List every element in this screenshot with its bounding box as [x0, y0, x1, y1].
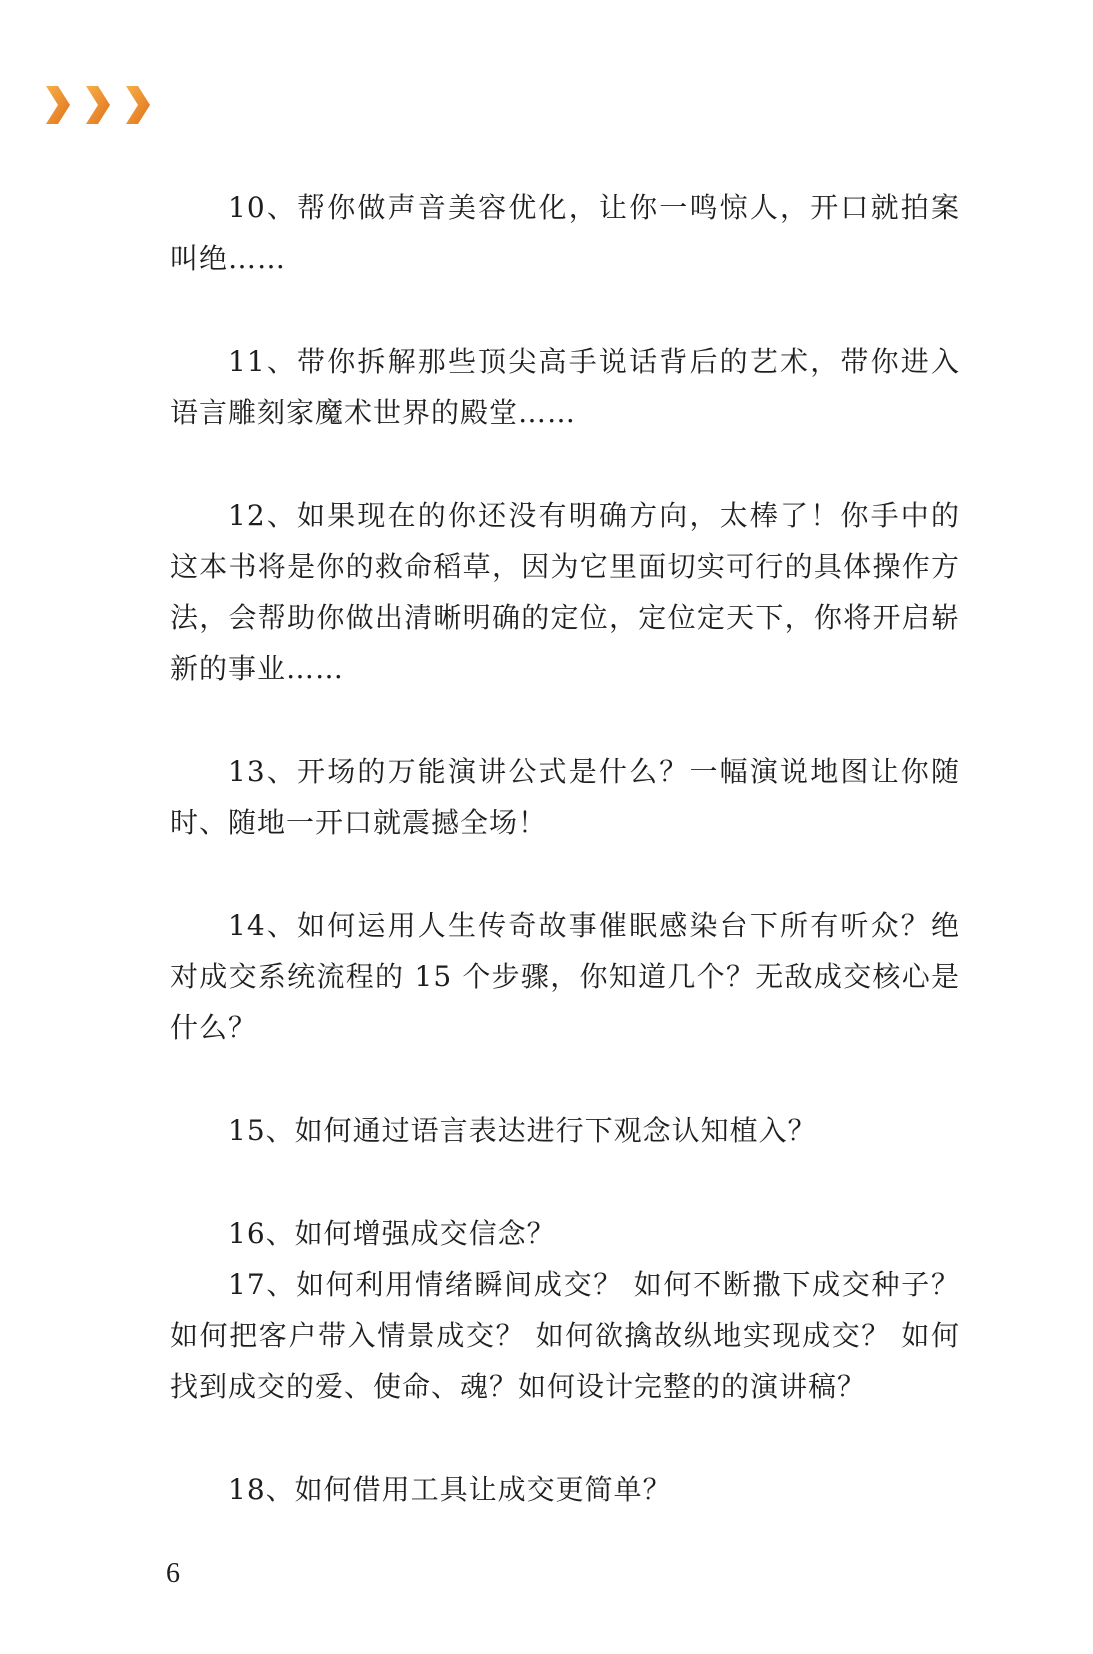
list-item: 10、帮你做声音美容优化，让你一鸣惊人，开口就拍案叫绝……: [170, 191, 960, 275]
chevron-right-icon: [82, 86, 112, 124]
list-item: 12、如果现在的你还没有明确方向，太棒了！你手中的这本书将是你的救命稻草，因为它里面切实可行的具体操作方法，会帮助你做出清晰明确的定位，定位定天下，你将开启崭新的事业……: [170, 499, 960, 685]
page-number: 6: [166, 1558, 180, 1589]
list-item: 18、如何借用工具让成交更简单？: [228, 1473, 672, 1506]
list-item: 15、如何通过语言表达进行下观念认知植入？: [228, 1114, 817, 1147]
triple-chevron-right-icon: [42, 86, 152, 124]
chevron-right-icon: [122, 86, 152, 124]
chevron-right-icon: [42, 86, 72, 124]
list-item: 17、如何利用情绪瞬间成交？ 如何不断撒下成交种子？ 如何把客户带入情景成交？ 如何欲擒故纵地实现成交？ 如何找到成交的爱、使命、魂？如何设计完整的的演讲稿？: [170, 1268, 960, 1403]
list-item: 13、开场的万能演讲公式是什么？一幅演说地图让你随时、随地一开口就震撼全场！: [170, 755, 960, 839]
list-item: 14、如何运用人生传奇故事催眠感染台下所有听众？绝对成交系统流程的 15 个步骤，你知道几个？无敌成交核心是什么？: [170, 909, 960, 1044]
list-item: 11、带你拆解那些顶尖高手说话背后的艺术，带你进入语言雕刻家魔术世界的殿堂……: [170, 345, 960, 429]
body-text: [170, 182, 960, 1515]
list-item: 16、如何增强成交信念？: [228, 1217, 556, 1250]
